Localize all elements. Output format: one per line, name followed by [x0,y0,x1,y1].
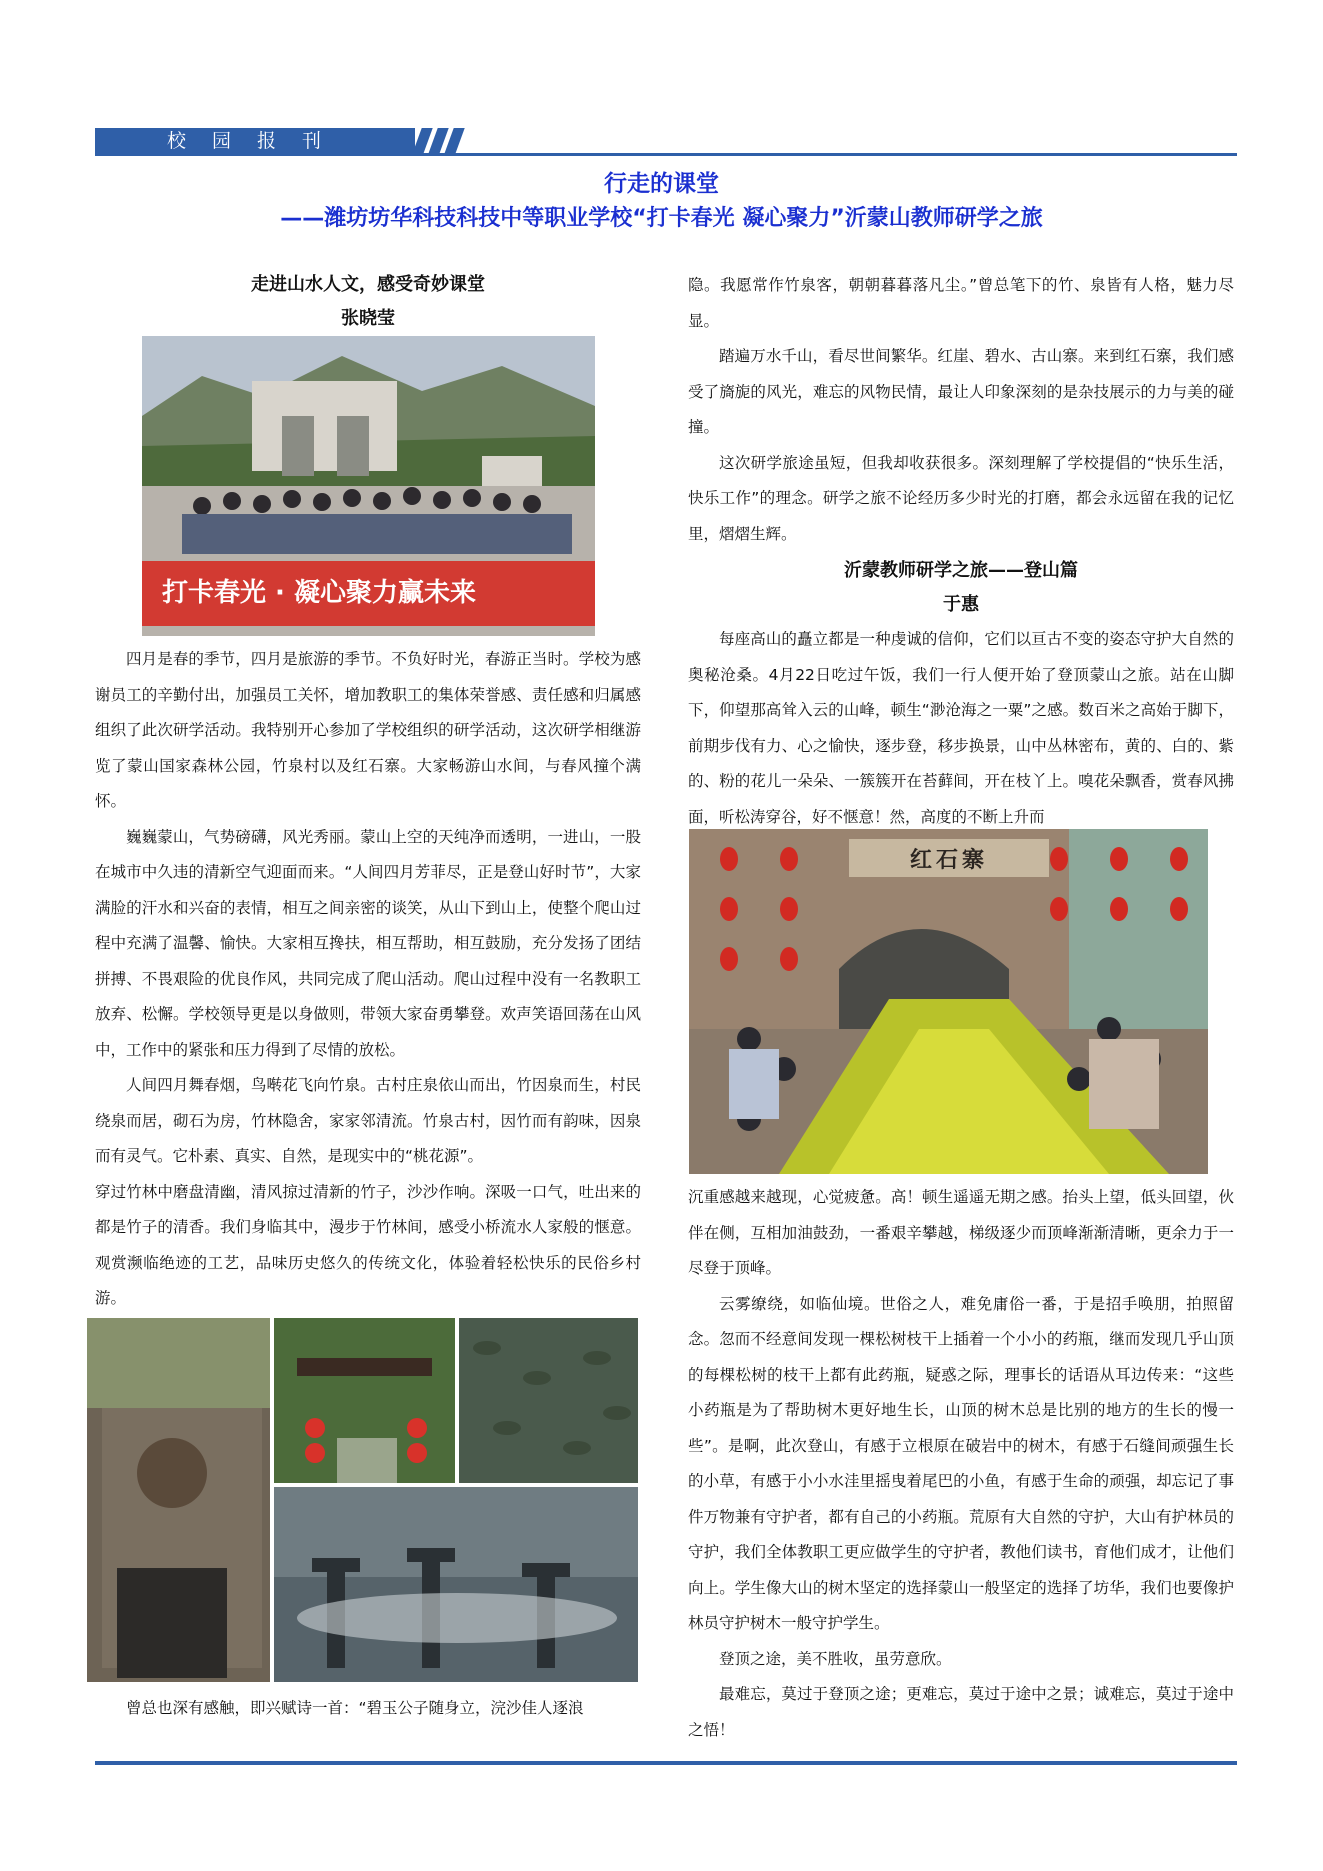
article1-paragraph: 巍巍蒙山，气势磅礴，风光秀丽。蒙山上空的天纯净而透明，一进山，一股在城市中久违的清新空气迎面而来。“人间四月芳菲尽，正是登山好时节”，大家满脸的汗水和兴奋的表情，相互之间亲密的谈笑，从山下到山上，使整个爬山过程中充满了温馨、愉快。大家相互搀扶，相互帮助，相互鼓励，充分发扬了团结拼搏、不畏艰险的优良作风，共同完成了爬山活动。爬山过程中没有一名教职工放弃、松懈。学校领导更是以身做则，带领大家奋勇攀登。欢声笑语回荡在山风中，工作中的紧张和压力得到了尽情的放松。 [95,827,641,1059]
article2-body [688,1180,1234,1748]
article2-paragraph: 最难忘，莫过于登顶之途；更难忘，莫过于途中之景；诚难忘，莫过于途中之悟！ [688,1685,1234,1739]
group-photo-banner: 打卡春光 · 凝心聚力赢未来 [162,578,476,608]
article1-paragraph: 踏遍万水千山，看尽世间繁华。红崖、碧水、古山寨。来到红石寨，我们感受了旖旎的风光，难忘的风物民情，最让人印象深刻的是杂技展示的力与美的碰撞。 [688,347,1234,436]
article1-header [95,268,641,336]
article1-paragraph: 曾总也深有感触，即兴赋诗一首：“碧玉公子随身立，浣沙佳人逐浪 [126,1699,584,1717]
article1-continued [688,268,1234,835]
masthead-label: 校园报刊 [167,130,348,152]
fort-sign: 红石寨 [909,847,988,873]
article2-paragraph: 每座高山的矗立都是一种虔诚的信仰，它们以亘古不变的姿态守护大自然的奥秘沧桑。4月22日吃过午饭，我们一行人便开始了登顶蒙山之旅。站在山脚下，仰望那高耸入云的山峰，顿生“渺沧海之一粟”之感。数百米之高始于脚下，前期步伐有力、心之愉快，逐步登，移步换景，山中丛林密布，黄的、白的、紫的、粉的花儿一朵朵、一簇簇开在苔藓间，开在枝丫上。嗅花朵飘香，赏春风拂面，听松涛穿谷，好不惬意！然，高度的不断上升而 [688,630,1234,826]
fort-photo [689,829,1208,1174]
article2-author: 于惠 [943,594,979,615]
article1-author: 张晓莹 [341,308,395,329]
fort-photo-image [689,829,1208,1174]
masthead-rule [95,153,1237,156]
article2-paragraph: 云雾缭绕，如临仙境。世俗之人，难免庸俗一番，于是招手唤朋，拍照留念。忽而不经意间发现一棵松树枝干上插着一个小小的药瓶，继而发现几乎山顶的每棵松树的枝干上都有此药瓶，疑惑之际，理事长的话语从耳边传来：“这些小药瓶是为了帮助树木更好地生长，山顶的树木总是比别的地方的生长的慢一些”。是啊，此次登山，有感于立根原在破岩中的树木，有感于石缝间顽强生长的小草，有感于小小水洼里摇曳着尾巴的小鱼，有感于生命的顽强，却忘记了事件万物兼有守护者，都有自己的小药瓶。荒原有大自然的守护，大山有护林员的守护，我们全体教职工更应做学生的守护者，教他们读书，育他们成才，让他们向上。学生像大山的树木坚定的选择蒙山一般坚定的选择了坊华，我们也要像护林员守护树木一般守护学生。 [688,1294,1234,1632]
article1-tail [95,1691,641,1727]
page-subtitle: ——潍坊坊华科技科技中等职业学校“打卡春光 凝心聚力”沂蒙山教师研学之旅 [280,206,1043,231]
article2-paragraph: 登顶之途，美不胜收，虽劳意欣。 [719,1649,952,1668]
article1-paragraph: 人间四月舞春烟，鸟啭花飞向竹泉。古村庄泉依山而出，竹因泉而生，村民绕泉而居，砌石为房，竹林隐舍，家家邻清流。竹泉古村，因竹而有韵味，因泉而有灵气。它朴素、真实、自然，是现实中的“桃花源”。 [95,1076,641,1165]
article1-paragraph: 四月是春的季节，四月是旅游的季节。不负好时光，春游正当时。学校为感谢员工的辛勤付出，加强员工关怀，增加教职工的集体荣誉感、责任感和归属感组织了此次研学活动。我特别开心参加了学校组织的研学活动，这次研学相继游览了蒙山国家森林公园，竹泉村以及红石寨。大家畅游山水间，与春风撞个满怀。 [95,650,641,810]
masthead-slash [444,128,464,154]
article1-body [95,642,641,1317]
article2-paragraph: 沉重感越来越现，心觉疲惫。高！顿生遥遥无期之感。抬头上望，低头回望，伙伴在侧，互相加油鼓劲，一番艰辛攀越，梯级逐少而顶峰渐渐清晰，更余力于一尽登于顶峰。 [688,1188,1234,1277]
collage-image [87,1318,638,1682]
masthead [95,128,1237,154]
group-photo [142,336,595,636]
article1-paragraph: 穿过竹林中磨盘清幽，清风掠过清新的竹子，沙沙作响。深吸一口气，吐出来的都是竹子的清香。我们身临其中，漫步于竹林间，感受小桥流水人家般的惬意。观赏濒临绝迹的工艺，品味历史悠久的传统文化，体验着轻松快乐的民俗乡村游。 [95,1182,641,1307]
page-title: 行走的课堂 [604,171,719,197]
article1-paragraph: 这次研学旅途虽短，但我却收获很多。深刻理解了学校提倡的“快乐生活，快乐工作”的理念。研学之旅不论经历多少时光的打磨，都会永远留在我的记忆里，熠熠生辉。 [688,453,1234,543]
article1-paragraph: 隐。我愿常作竹泉客，朝朝暮暮落凡尘。”曾总笔下的竹、泉皆有人格，魅力尽显。 [688,276,1234,330]
article2-title: 沂蒙教师研学之旅——登山篇 [844,560,1078,581]
photo-collage [87,1318,638,1682]
article1-title: 走进山水人文，感受奇妙课堂 [251,274,485,295]
footer-rule [95,1761,1237,1765]
